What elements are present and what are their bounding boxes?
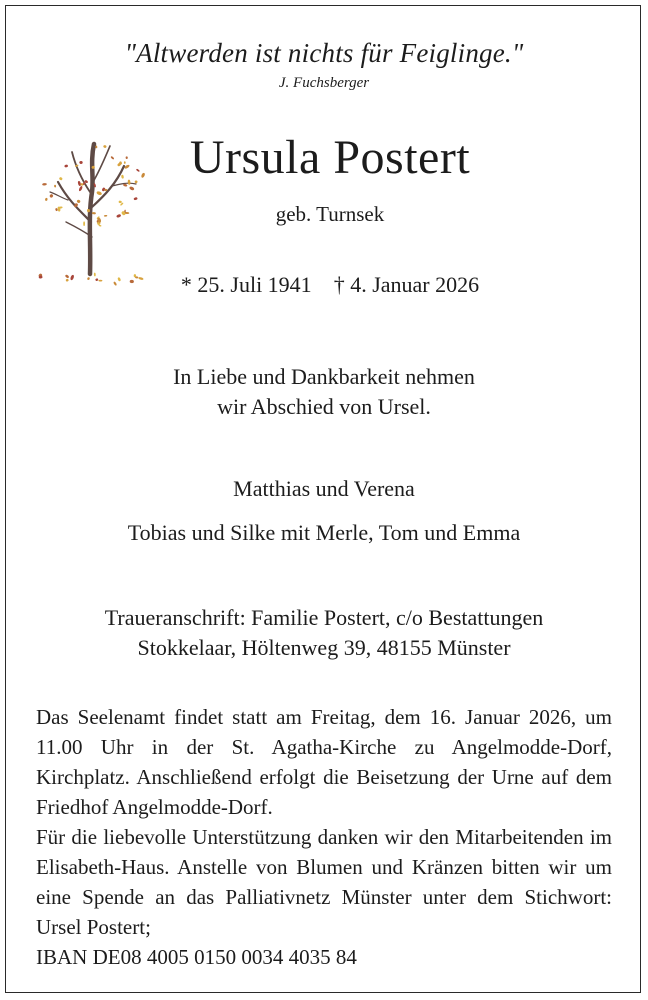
service-paragraph: Das Seelenamt findet statt am Freitag, dem 16. Januar 2026, um 11.00 Uhr in der St. Agatha-Kirche zu Angelmodde-Dorf, Kirchplatz. Anschließend erfolgt die Beisetzung der Urne auf dem Friedhof Angelmodde-Dorf. [36,705,612,819]
tree-leaf [130,280,134,283]
tree-leaf [55,208,58,211]
tree-leaf [129,186,135,191]
tree-leaf [98,280,102,282]
tree-leaf [76,199,80,203]
tree-leaf [104,215,108,217]
death-date: † 4. Januar 2026 [333,272,480,297]
tree-leaf [59,177,63,181]
tree-leaf [79,161,83,165]
tree-leaf [65,274,70,279]
tree-leaf [141,172,146,178]
tree-branch [90,144,94,274]
tree-leaf [117,277,121,282]
mourning-address [20,603,628,663]
tree-leaf [124,161,126,164]
farewell-line: In Liebe und Dankbarkeit nehmen [173,364,475,389]
tree-leaf [45,198,48,201]
family-line: Tobias und Silke mit Merle, Tom und Emma [127,520,521,545]
tree-leaf [70,274,75,280]
tree-leaf [87,277,90,280]
tree-leaf [116,214,121,218]
tree-leaf [138,277,144,281]
tree-leaf [94,273,96,277]
tree-leaf [113,281,117,286]
tree-leaf [78,186,83,192]
tree-leaf [95,278,99,281]
life-dates [150,272,510,298]
deceased-name: Ursula Postert [189,131,471,184]
iban-text: IBAN DE08 4005 0150 0034 4035 84 [36,945,357,969]
family-line: Matthias und Verena [233,476,415,501]
tree-branch [93,146,110,182]
tree-leaf [65,278,69,281]
tree-leaf [54,185,56,188]
tree-branch [72,152,90,192]
autumn-tree-icon [24,122,164,292]
address-line: Traueranschrift: Familie Postert, c/o Bestattungen [104,605,544,630]
tree-leaf [128,179,131,184]
farewell-text [20,362,628,422]
address-line: Stokkelaar, Höltenweg 39, 48155 Münster [137,635,511,660]
tree-leaf [83,221,85,226]
tree-branch [58,182,91,222]
tree-leaf [125,156,127,159]
birth-date: * 25. Juli 1941 [180,272,312,297]
tree-leaf [103,145,107,149]
tree-branch [92,166,124,207]
tree-leaf [77,181,81,187]
thanks-text: Für die liebevolle Unterstützung danken wir den Mitarbeitenden im Elisabeth-Haus. Anstelle von Blumen und Kränzen bitten wir um eine Spende an das Palliativnetz Münster unter dem Stichwort: Ursel Postert; [36,825,612,939]
tree-branches [50,144,136,274]
tree-leaf [49,194,54,199]
thanks-paragraph [36,822,612,972]
tree-leaf [64,164,68,168]
tree-leaf [136,168,140,172]
tree-leaf [118,201,121,204]
tree-leaf [96,191,102,196]
tree-leaf [42,183,47,186]
farewell-line: wir Abschied von Ursel. [217,394,431,419]
birth-name: geb. Turnsek [275,202,385,226]
tree-leaf [110,156,114,160]
quote-text: "Altwerden ist nichts für Feiglinge." [124,38,524,68]
tree-leaf [121,175,124,179]
tree-leaf [133,197,137,201]
quote-author: J. Fuchsberger [278,75,370,91]
